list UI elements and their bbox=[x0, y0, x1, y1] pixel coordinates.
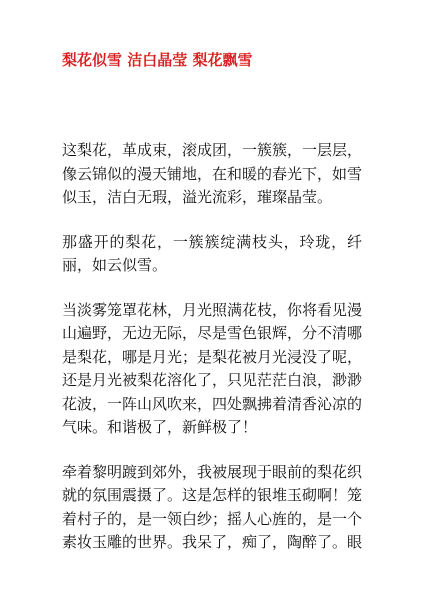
paragraph-3: 当淡雾笼罩花林，月光照满花枝，你将看见漫山遍野，无边无际，尽是雪色银辉，分不清哪是梨花，哪是月光；是梨花被月光浸没了呢，还是月光被梨花溶化了，只见茫茫白浪，渺渺花波，一阵山风吹来，四处飘拂着清香沁凉的气味。和谐极了，新鲜极了！ bbox=[62, 300, 363, 436]
document-title: 梨花似雪 洁白晶莹 梨花飘雪 bbox=[62, 51, 253, 69]
paragraph-4: 牵着黎明踱到郊外，我被展现于眼前的梨花织就的氛围震摄了。这是怎样的银堆玉砌啊！笼着村子的，是一领白纱；摇人心旌的，是一个素妆玉雕的世界。我呆了，痴了，陶醉了。眼 bbox=[62, 462, 363, 551]
paragraph-1: 这梨花，革成束，滚成团，一簇簇，一层层，像云锦似的漫天铺地，在和暖的春光下，如雪似玉，洁白无瑕，溢光流彩，璀璨晶莹。 bbox=[62, 141, 363, 206]
article-body bbox=[62, 139, 362, 576]
paragraph-2: 那盛开的梨花，一簇簇绽满枝头，玲珑，纤丽，如云似雪。 bbox=[62, 232, 362, 274]
